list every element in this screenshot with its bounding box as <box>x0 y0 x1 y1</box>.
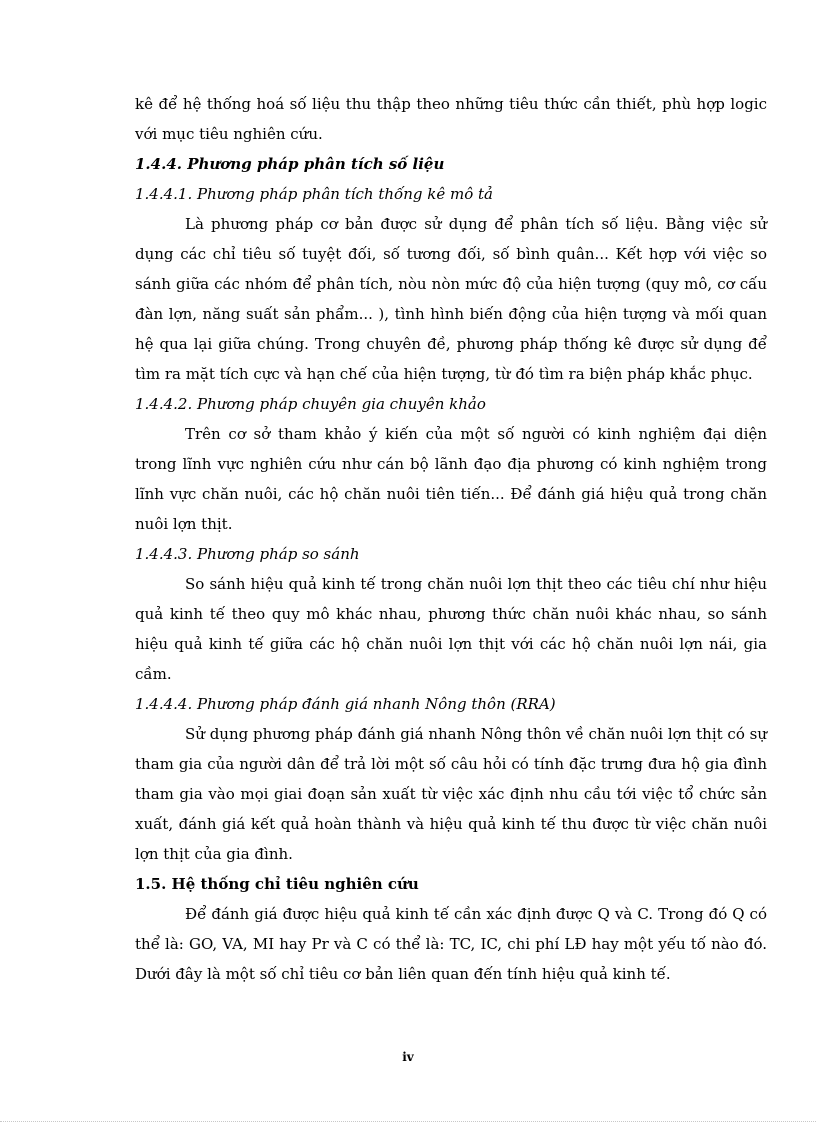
document-body <box>135 89 767 989</box>
paragraph-descriptive-statistics: Là phương pháp cơ bản được sử dụng để phân tích số liệu. Bằng việc sử dụng các chỉ tiêu số tuyệt đối, số tương đối, số bình quân... Kết hợp với việc so sánh giữa các nhóm để phân tích, nòu nòn mức độ của hiện tượng (quy mô, cơ cấu đàn lợn, năng suất sản phẩm... ), tình hình biến động của hiện tượng và mối quan hệ qua lại giữa chúng. Trong chuyên đề, phương pháp thống kê được sử dụng để tìm ra mặt tích cực và hạn chế của hiện tượng, từ đó tìm ra biện pháp khắc phục. <box>135 215 767 383</box>
heading-1-4-4-4: 1.4.4.4. Phương pháp đánh giá nhanh Nông thôn (RRA) <box>135 695 556 713</box>
heading-1-5: 1.5. Hệ thống chỉ tiêu nghiên cứu <box>135 875 419 893</box>
heading-1-4-4-1: 1.4.4.1. Phương pháp phân tích thống kê mô tả <box>135 185 493 203</box>
paragraph-rra-method: Sử dụng phương pháp đánh giá nhanh Nông thôn về chăn nuôi lợn thịt có sự tham gia của người dân để trả lời một số câu hỏi có tính đặc trưng đưa hộ gia đình tham gia vào mọi giai đoạn sản xuất từ việc xác định nhu cầu tới việc tổ chức sản xuất, đánh giá kết quả hoàn thành và hiệu quả kinh tế thu được từ việc chăn nuôi lợn thịt của gia đình. <box>135 725 767 863</box>
heading-1-4-4-3: 1.4.4.3. Phương pháp so sánh <box>135 545 360 563</box>
paragraph-expert-method: Trên cơ sở tham khảo ý kiến của một số người có kinh nghiệm đại diện trong lĩnh vực nghiên cứu như cán bộ lãnh đạo địa phương có kinh nghiệm trong lĩnh vực chăn nuôi, các hộ chăn nuôi tiên tiến... Để đánh giá hiệu quả trong chăn nuôi lợn thịt. <box>135 425 767 533</box>
page-number: iv <box>402 1050 414 1064</box>
heading-1-4-4-2: 1.4.4.2. Phương pháp chuyên gia chuyên khảo <box>135 395 486 413</box>
paragraph-comparison-method: So sánh hiệu quả kinh tế trong chăn nuôi lợn thịt theo các tiêu chí như hiệu quả kinh tế theo quy mô khác nhau, phương thức chăn nuôi khác nhau, so sánh hiệu quả kinh tế giữa các hộ chăn nuôi lợn thịt với các hộ chăn nuôi lợn nái, gia cầm. <box>135 575 767 683</box>
paragraph-indicator-system: Để đánh giá được hiệu quả kinh tế cần xác định được Q và C. Trong đó Q có thể là: GO, VA, MI hay Pr và C có thể là: TC, IC, chi phí LĐ hay một yếu tố nào đó. Dưới đây là một số chỉ tiêu cơ bản liên quan đến tính hiệu quả kinh tế. <box>135 905 767 983</box>
page-bottom-divider <box>0 1121 816 1122</box>
heading-1-4-4: 1.4.4. Phương pháp phân tích số liệu <box>135 155 445 173</box>
paragraph-intro: kê để hệ thống hoá số liệu thu thập theo những tiêu thức cần thiết, phù hợp logic với mục tiêu nghiên cứu. <box>135 95 767 143</box>
